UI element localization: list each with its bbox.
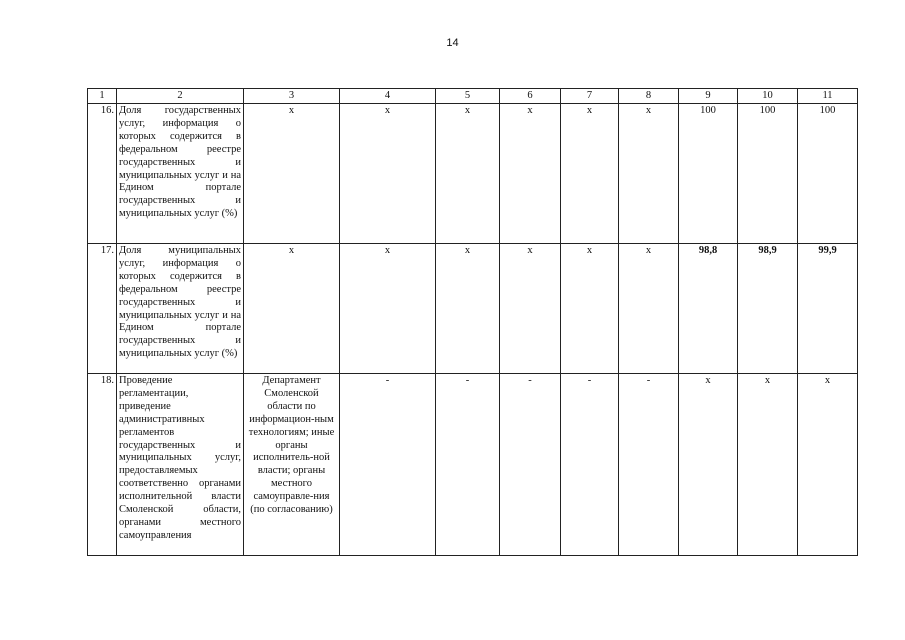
value-cell: х <box>619 104 679 244</box>
value-cell: х <box>619 244 679 374</box>
value-cell: 98,9 <box>738 244 798 374</box>
header-cell: 5 <box>436 89 500 104</box>
value-cell: х <box>561 244 619 374</box>
indicators-table <box>87 88 858 556</box>
indicator-name: Проведение регламентации, приведение административных регламентов государственных и муниципальных услуг, предоставляемых соответственно органами исполнительной власти Смоленской области, органами местного самоуправления <box>117 374 244 556</box>
executor-cell: Департамент Смоленской области по информацион-ным технологиям; иные органы исполнитель-ной власти; органы местного самоуправле-ния (по согласованию) <box>244 374 340 556</box>
value-cell: х <box>561 104 619 244</box>
header-cell: 2 <box>117 89 244 104</box>
table-row <box>88 244 858 374</box>
value-cell: х <box>798 374 858 556</box>
header-row <box>88 89 858 104</box>
row-number: 16. <box>88 104 117 244</box>
value-cell: х <box>738 374 798 556</box>
header-cell: 6 <box>500 89 561 104</box>
value-cell: х <box>679 374 738 556</box>
header-cell: 9 <box>679 89 738 104</box>
value-cell: 100 <box>679 104 738 244</box>
executor-cell: х <box>244 104 340 244</box>
table-row <box>88 104 858 244</box>
header-cell: 1 <box>88 89 117 104</box>
value-cell: - <box>561 374 619 556</box>
value-cell: - <box>500 374 561 556</box>
value-cell: х <box>436 104 500 244</box>
value-cell: 100 <box>738 104 798 244</box>
table-row <box>88 374 858 556</box>
page-number: 14 <box>446 37 459 49</box>
value-cell: - <box>619 374 679 556</box>
header-cell: 10 <box>738 89 798 104</box>
value-cell: х <box>500 104 561 244</box>
header-cell: 4 <box>340 89 436 104</box>
header-cell: 8 <box>619 89 679 104</box>
value-cell: х <box>340 244 436 374</box>
header-cell: 11 <box>798 89 858 104</box>
value-cell: 99,9 <box>798 244 858 374</box>
executor-cell: х <box>244 244 340 374</box>
indicator-name: Доля государственных услуг, информация о которых содержится в федеральном реестре государственных и муниципальных услуг и на Едином портале государственных и муниципальных услуг (%) <box>117 104 244 244</box>
value-cell: х <box>500 244 561 374</box>
value-cell: - <box>340 374 436 556</box>
header-cell: 3 <box>244 89 340 104</box>
value-cell: х <box>340 104 436 244</box>
value-cell: - <box>436 374 500 556</box>
row-number: 17. <box>88 244 117 374</box>
value-cell: 98,8 <box>679 244 738 374</box>
indicator-name: Доля муниципальных услуг, информация о которых содержится в федеральном реестре государственных и муниципальных услуг и на Едином портале государственных и муниципальных услуг (%) <box>117 244 244 374</box>
row-number: 18. <box>88 374 117 556</box>
value-cell: х <box>436 244 500 374</box>
value-cell: 100 <box>798 104 858 244</box>
header-cell: 7 <box>561 89 619 104</box>
